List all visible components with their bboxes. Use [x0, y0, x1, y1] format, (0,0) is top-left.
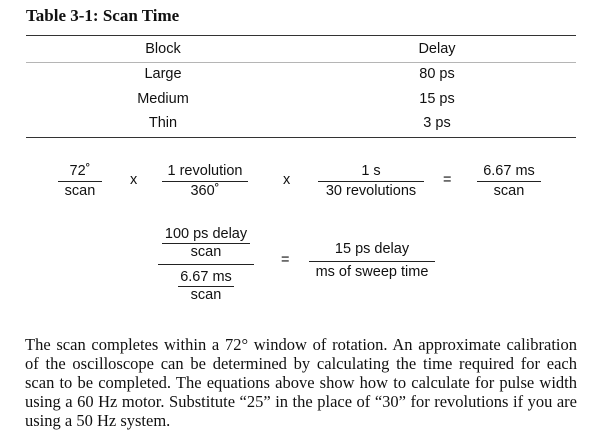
denominator: scan: [493, 183, 525, 199]
fraction-seconds-per-revolutions: [318, 163, 424, 200]
header-rule: [26, 62, 576, 63]
header-delay: Delay: [418, 41, 456, 57]
denominator: ms of sweep time: [315, 264, 429, 280]
table-cell-block: Large: [144, 66, 182, 82]
lower-numerator: 6.67 ms: [180, 269, 232, 285]
denominator: 360˚: [190, 183, 220, 199]
table-cell-block: Thin: [148, 115, 178, 131]
table-cell-delay: 3 ps: [423, 115, 451, 131]
table-cell-delay: 80 ps: [419, 66, 455, 82]
fraction-result-delay-per-sweep: [309, 241, 435, 281]
header-block: Block: [145, 41, 181, 57]
fraction-degrees-per-scan: [58, 163, 102, 200]
compound-fraction: [158, 226, 254, 304]
numerator: 1 s: [361, 163, 381, 179]
numerator: 72˚: [69, 163, 91, 179]
fraction-result-ms-per-scan: [477, 163, 541, 200]
lower-denominator: scan: [190, 287, 222, 303]
table-cell-delay: 15 ps: [419, 91, 455, 107]
multiply-sign: x: [130, 172, 138, 188]
denominator: 30 revolutions: [325, 183, 417, 199]
equals-sign: =: [443, 172, 452, 188]
fraction-bar: [477, 181, 541, 182]
equals-sign: =: [281, 252, 290, 268]
upper-denominator: scan: [190, 244, 222, 260]
fraction-bar: [318, 181, 424, 182]
body-paragraph: The scan completes within a 72° window of rotation. An approximate calibration of the oscilloscope can be determined by calculating the time required for each scan to be completed. The equations above show how to calculate for pulse width using a 60 Hz motor. Substitute “25” in the place of “30” for revolutions if you are using a 50 Hz system.: [25, 334, 577, 430]
table-bottom-rule: [26, 137, 576, 138]
fraction-bar: [309, 261, 435, 262]
table-top-rule: [26, 35, 576, 36]
upper-numerator: 100 ps delay: [164, 226, 248, 242]
fraction-revolution-per-degrees: [162, 163, 248, 200]
numerator: 15 ps delay: [334, 241, 410, 257]
multiply-sign: x: [283, 172, 291, 188]
main-fraction-bar: [158, 264, 254, 265]
fraction-bar: [162, 181, 248, 182]
denominator: scan: [64, 183, 96, 199]
table-cell-block: Medium: [137, 91, 189, 107]
table-caption: Table 3-1: Scan Time: [26, 6, 180, 25]
fraction-bar: [58, 181, 102, 182]
numerator: 1 revolution: [167, 163, 243, 179]
numerator: 6.67 ms: [483, 163, 535, 179]
